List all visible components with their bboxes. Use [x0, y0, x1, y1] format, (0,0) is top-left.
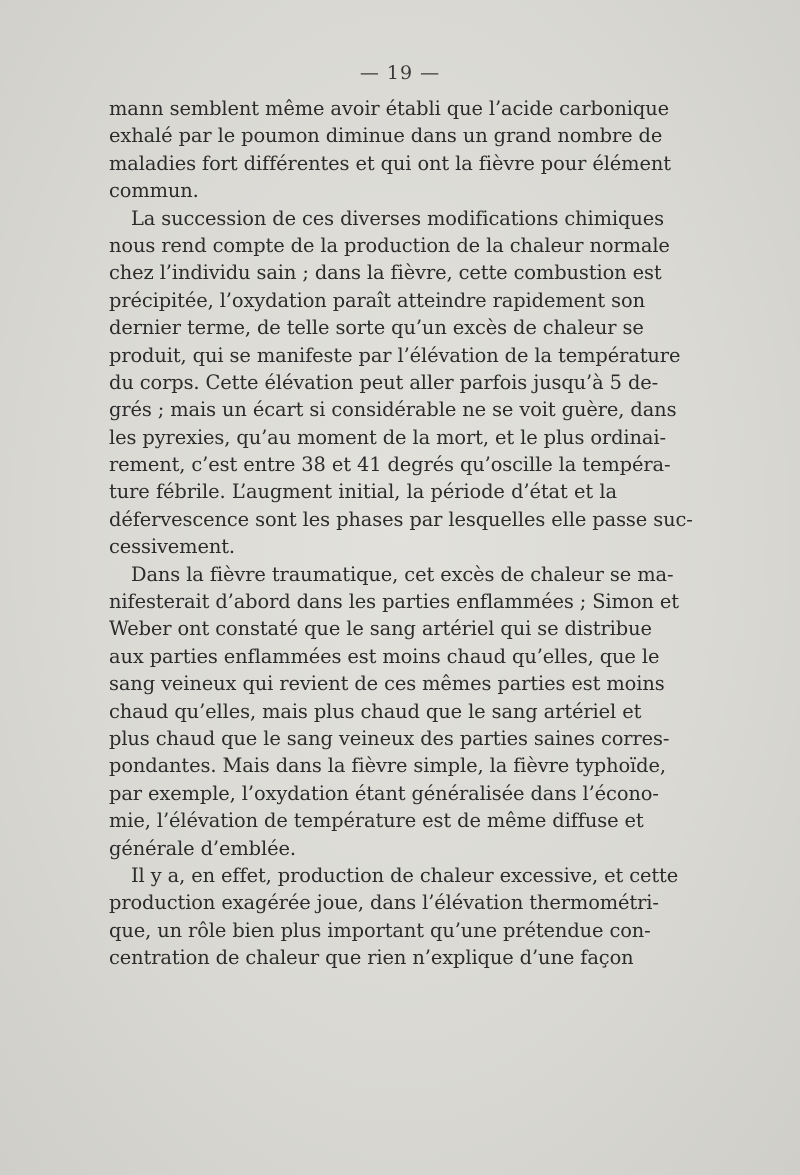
text-line: cessivement. [109, 535, 235, 559]
text-line: chez l’individu sain ; dans la fièvre, cette combustion est [109, 261, 662, 285]
text-line: sang veineux qui revient de ces mêmes parties est moins [109, 672, 665, 696]
text-line: par exemple, l’oxydation étant généralisée dans l’écono- [109, 781, 659, 805]
text-line: Il y a, en effet, production de chaleur excessive, et cette [131, 863, 679, 887]
text-line: production exagérée joue, dans l’élévation thermométri- [109, 891, 659, 915]
text-line: pondantes. Mais dans la fièvre simple, la fièvre typhoïde, [109, 754, 666, 778]
text-line: dernier terme, de telle sorte qu’un excès de chaleur se [109, 316, 644, 340]
text-line: mann semblent même avoir établi que l’acide carbonique [109, 97, 669, 120]
text-line: nous rend compte de la production de la chaleur normale [109, 233, 670, 257]
text-line: La succession de ces diverses modifications chimiques [131, 206, 664, 230]
text-line: chaud qu’elles, mais plus chaud que le sang artériel et [109, 699, 642, 723]
text-line: Dans la fièvre traumatique, cet excès de chaleur se ma- [131, 562, 674, 586]
text-line: ture fébrile. L’augment initial, la période d’état et la [109, 480, 617, 504]
text-line: précipitée, l’oxydation paraît atteindre rapidement son [109, 288, 645, 312]
body-text [109, 95, 693, 972]
text-line: les pyrexies, qu’au moment de la mort, et le plus ordinai- [109, 425, 666, 449]
text-line: mie, l’élévation de température est de même diffuse et [109, 809, 644, 833]
text-line: nifesterait d’abord dans les parties enflammées ; Simon et [109, 590, 679, 614]
page-number: — 19 — [359, 62, 441, 84]
text-line: exhalé par le poumon diminue dans un grand nombre de [109, 124, 663, 148]
text-line: rement, c’est entre 38 et 41 degrés qu’oscille la tempéra- [109, 453, 671, 477]
text-line: grés ; mais un écart si considérable ne se voit guère, dans [109, 398, 677, 422]
text-line: plus chaud que le sang veineux des parties saines corres- [109, 726, 670, 750]
text-line: commun. [109, 179, 199, 203]
text-line: aux parties enflammées est moins chaud qu’elles, que le [109, 644, 660, 668]
text-line: que, un rôle bien plus important qu’une prétendue con- [109, 918, 651, 942]
text-line: du corps. Cette élévation peut aller parfois jusqu’à 5 de- [109, 370, 659, 394]
text-line: maladies fort différentes et qui ont la fièvre pour élément [109, 151, 671, 175]
text-line: produit, qui se manifeste par l’élévation de la température [109, 343, 681, 367]
text-line: Weber ont constaté que le sang artériel qui se distribue [109, 617, 652, 641]
text-line: générale d’emblée. [109, 836, 296, 860]
text-line: centration de chaleur que rien n’explique d’une façon [109, 946, 634, 970]
text-line: défervescence sont les phases par lesquelles elle passe suc- [109, 507, 693, 531]
